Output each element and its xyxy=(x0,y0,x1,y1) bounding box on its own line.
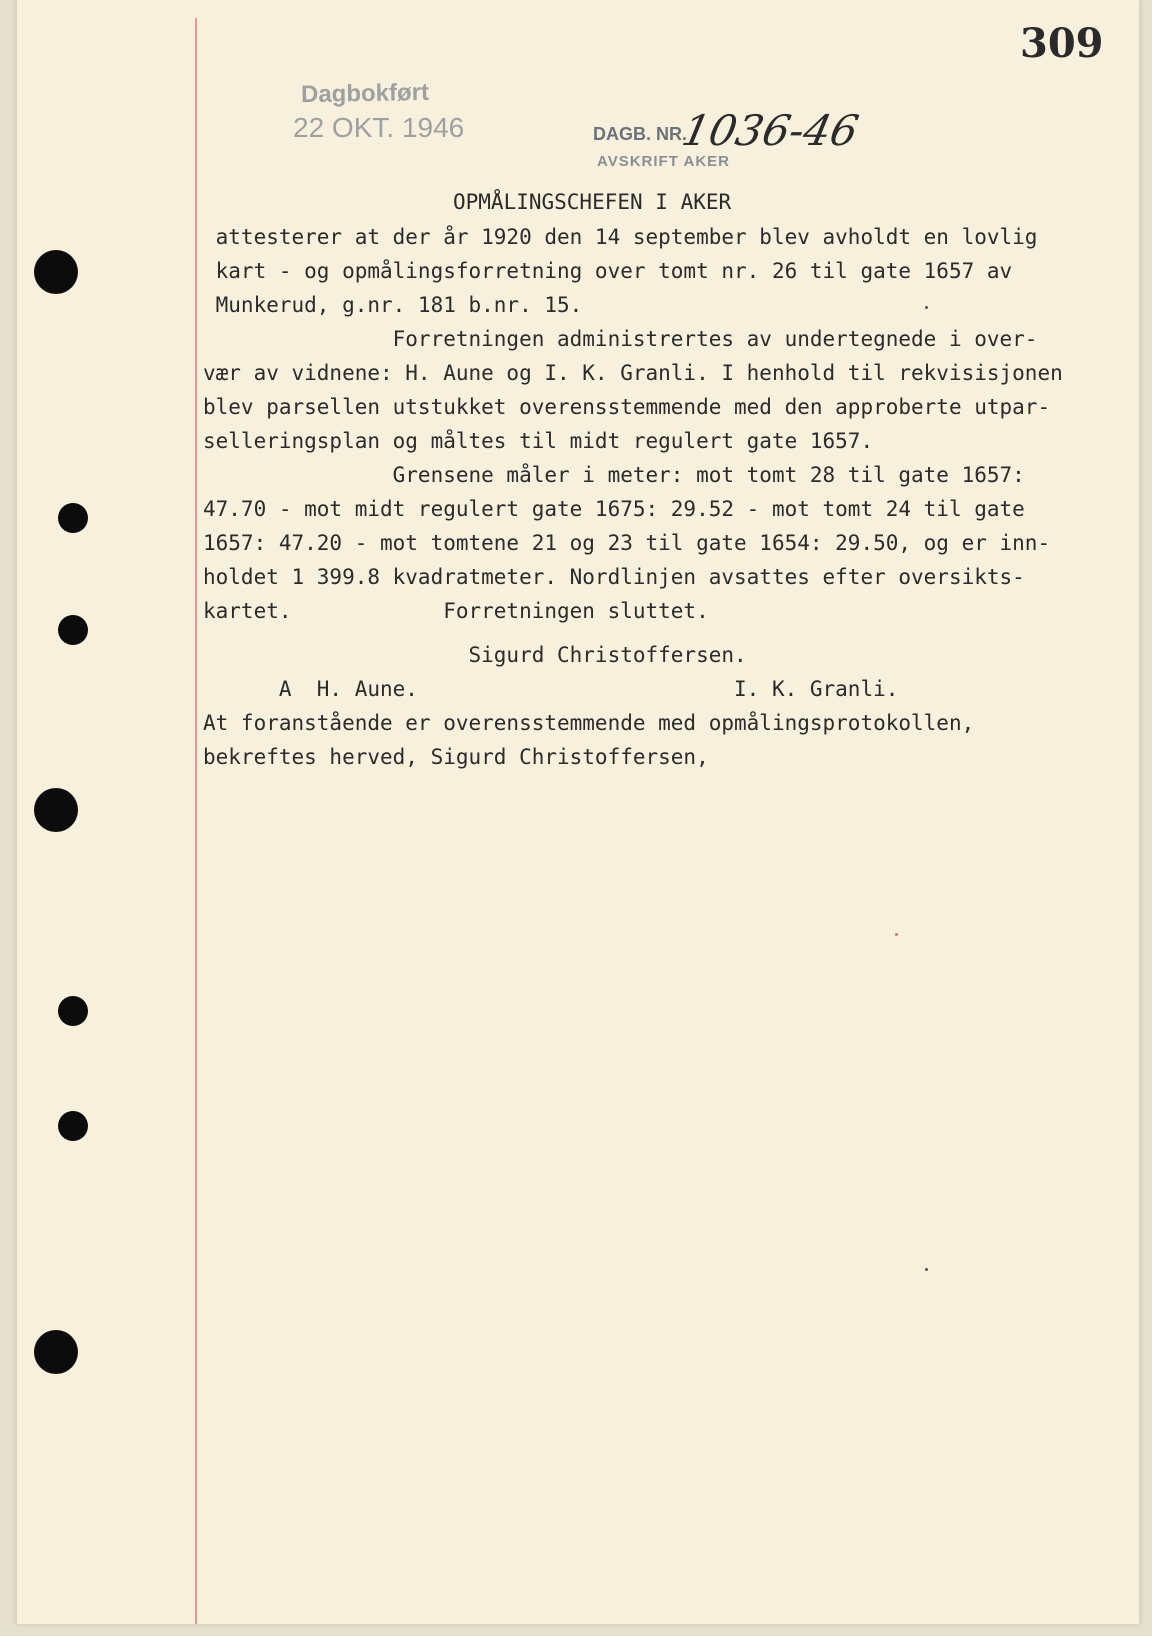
punch-hole-5 xyxy=(58,996,88,1026)
dagb-nr-handwritten: 1036-46 xyxy=(677,106,863,155)
paper-speck xyxy=(925,1268,928,1271)
punch-hole-7 xyxy=(34,1330,78,1374)
signature-line: Sigurd Christoffersen. xyxy=(203,643,747,667)
witness-line: A H. Aune. I. K. Granli. xyxy=(203,677,899,701)
paper-speck xyxy=(925,306,928,309)
document-heading: OPMÅLINGSCHEFEN I AKER xyxy=(453,190,732,214)
body-line: selleringsplan og måltes til midt regulert gate 1657. xyxy=(203,429,874,453)
avskrift-stamp: AVSKRIFT AKER xyxy=(597,153,730,170)
punch-hole-6 xyxy=(58,1111,88,1141)
body-line: At foranstående er overensstemmende med opmålingsprotokollen, xyxy=(203,711,975,735)
body-line: blev parsellen utstukket overensstemmende med den approberte utpar- xyxy=(203,395,1051,419)
punch-hole-4 xyxy=(34,788,78,832)
body-line: vær av vidnene: H. Aune og I. K. Granli. I henhold til rekvisisjonen xyxy=(203,361,1063,385)
punch-hole-3 xyxy=(58,615,88,645)
dagb-nr-label: DAGB. NR. xyxy=(593,124,687,144)
punch-hole-2 xyxy=(58,503,88,533)
stamp-date: 22 OKT. 1946 xyxy=(293,112,465,143)
stamp-dagbokfort: Dagbokført xyxy=(300,78,430,109)
punch-hole-1 xyxy=(34,250,78,294)
document-page xyxy=(16,0,1140,1624)
body-line: Munkerud, g.nr. 181 b.nr. 15. xyxy=(203,293,583,317)
body-line: holdet 1 399.8 kvadratmeter. Nordlinjen avsattes efter oversikts- xyxy=(203,565,1025,589)
margin-rule xyxy=(195,18,197,1624)
body-line: 47.70 - mot midt regulert gate 1675: 29.52 - mot tomt 24 til gate xyxy=(203,497,1025,521)
body-line: kart - og opmålingsforretning over tomt nr. 26 til gate 1657 av xyxy=(203,259,1013,283)
body-line: attesterer at der år 1920 den 14 september blev avholdt en lovlig xyxy=(203,225,1038,249)
body-line: bekreftes herved, Sigurd Christoffersen, xyxy=(203,745,709,769)
body-line: Grensene måler i meter: mot tomt 28 til gate 1657: xyxy=(203,463,1025,487)
body-line: kartet. Forretningen sluttet. xyxy=(203,599,709,623)
page-number: 309 xyxy=(1020,20,1104,67)
document-body xyxy=(203,0,1133,1600)
body-line: Forretningen administrertes av undertegnede i over- xyxy=(203,327,1038,351)
paper-speck xyxy=(895,933,898,936)
body-line: 1657: 47.20 - mot tomtene 21 og 23 til gate 1654: 29.50, og er inn- xyxy=(203,531,1051,555)
